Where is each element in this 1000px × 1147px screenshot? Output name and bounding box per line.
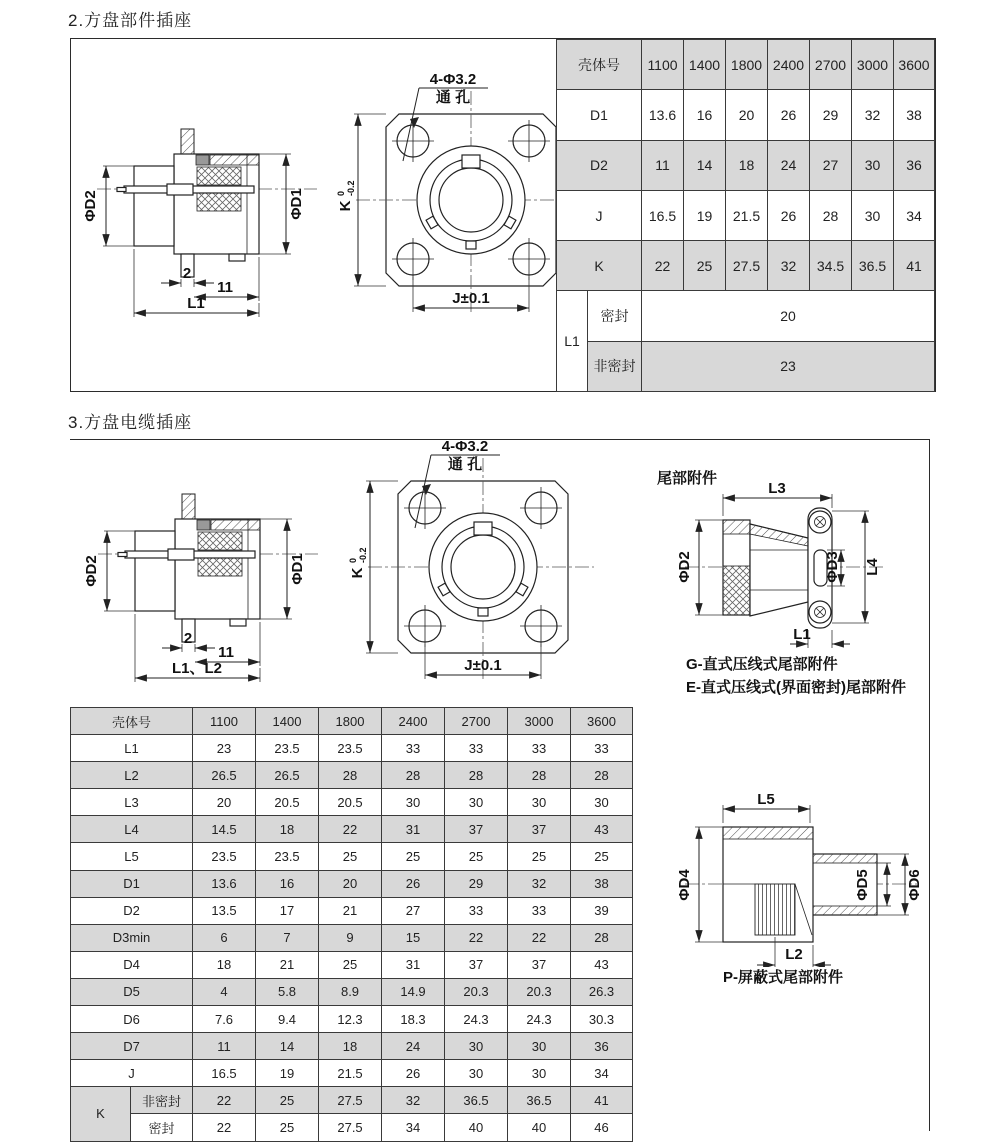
dim-label-phi-d2: ΦD2: [82, 190, 99, 222]
value-cell: 20: [319, 870, 382, 897]
value-cell: 22: [319, 816, 382, 843]
dim-label-phi-d4: ΦD4: [676, 869, 693, 901]
table-row: [71, 1060, 633, 1087]
header-cell: 3000: [852, 40, 894, 90]
value-cell: 25: [319, 843, 382, 870]
value-cell: 36.5: [445, 1087, 508, 1114]
value-cell: 20.5: [256, 789, 319, 816]
drawing-s3-side-view: [80, 452, 340, 702]
value-cell: 19: [256, 1060, 319, 1087]
value-cell: 27.5: [726, 241, 768, 291]
row-label-cell: D5: [71, 978, 193, 1005]
dim-label-k: K: [349, 567, 366, 579]
value-cell: 26.5: [256, 762, 319, 789]
dim-label-k: K: [337, 200, 354, 212]
value-cell: 12.3: [319, 1006, 382, 1033]
dim-label-phi-d1: ΦD1: [289, 553, 306, 585]
hole-note-line1: 4-Φ3.2: [429, 71, 477, 88]
header-label-cell: 壳体号: [557, 40, 642, 90]
value-cell: 26: [768, 190, 810, 240]
value-cell: 30.3: [571, 1006, 633, 1033]
value-cell: 28: [810, 190, 852, 240]
value-cell: 33: [508, 897, 571, 924]
table-row: [557, 40, 935, 90]
value-cell: 16.5: [193, 1060, 256, 1087]
dim-label-11: 11: [218, 644, 234, 661]
row-label-cell: D6: [71, 1006, 193, 1033]
value-cell: 25: [684, 241, 726, 291]
value-cell: 36.5: [852, 241, 894, 291]
tail-accessory-title: 尾部附件: [657, 470, 718, 487]
shell-size-table-cable: [70, 707, 633, 1142]
value-cell: 26.5: [193, 762, 256, 789]
value-cell: 33: [445, 897, 508, 924]
table-row: [71, 1006, 633, 1033]
value-cell: 11: [642, 140, 684, 190]
row-label-cell: K: [557, 241, 642, 291]
value-cell: 31: [382, 816, 445, 843]
value-cell: 22: [193, 1114, 256, 1141]
value-cell: 41: [894, 241, 935, 291]
header-cell: 3000: [508, 708, 571, 735]
value-cell: 28: [445, 762, 508, 789]
value-cell: 23.5: [256, 735, 319, 762]
value-cell: 21.5: [726, 190, 768, 240]
value-cell: 17: [256, 897, 319, 924]
value-cell: 41: [571, 1087, 633, 1114]
value-cell: 38: [571, 870, 633, 897]
table-row: [557, 190, 935, 240]
value-cell: 28: [382, 762, 445, 789]
header-cell: 1400: [684, 40, 726, 90]
dim-label-phi-d2: ΦD2: [83, 555, 100, 587]
table-row: [71, 870, 633, 897]
value-cell: 34: [382, 1114, 445, 1141]
value-cell: 30: [508, 1060, 571, 1087]
value-cell: 7: [256, 924, 319, 951]
value-cell: 19: [684, 190, 726, 240]
value-cell: 13.5: [193, 897, 256, 924]
value-cell: 18: [193, 951, 256, 978]
value-cell: 24.3: [508, 1006, 571, 1033]
value-cell: 34: [571, 1060, 633, 1087]
row-label-cell: D4: [71, 951, 193, 978]
row-label-cell: D2: [71, 897, 193, 924]
value-cell: 25: [508, 843, 571, 870]
dim-label-phi-d3: ΦD3: [824, 551, 841, 583]
value-cell: 23: [193, 735, 256, 762]
header-cell: 1100: [193, 708, 256, 735]
table-row: [71, 816, 633, 843]
value-cell: 38: [894, 90, 935, 140]
dim-label-phi-d5: ΦD5: [854, 869, 871, 901]
value-cell: 32: [852, 90, 894, 140]
table-row: [71, 978, 633, 1005]
value-cell: 39: [571, 897, 633, 924]
hole-note-line2: 通 孔: [435, 89, 471, 106]
value-cell: 24.3: [445, 1006, 508, 1033]
value-cell: 30: [445, 1060, 508, 1087]
table-row: [71, 762, 633, 789]
value-cell: 40: [445, 1114, 508, 1141]
header-cell: 3600: [894, 40, 935, 90]
value-cell: 34: [894, 190, 935, 240]
table-row: [71, 951, 633, 978]
value-cell: 40: [508, 1114, 571, 1141]
section2-title: 2.方盘部件插座: [68, 11, 193, 30]
value-cell: 30: [508, 1033, 571, 1060]
value-cell: 29: [810, 90, 852, 140]
value-cell: 21: [256, 951, 319, 978]
dim-label-k-tol-lower: -0.2: [346, 180, 356, 196]
section3-title: 3.方盘电缆插座: [68, 413, 193, 432]
value-cell: 23.5: [319, 735, 382, 762]
value-cell: 18: [256, 816, 319, 843]
value-cell: 30: [445, 1033, 508, 1060]
row-label-cell: L5: [71, 843, 193, 870]
value-cell: 37: [445, 816, 508, 843]
dim-label-l1: L1: [187, 295, 205, 312]
table-row: [557, 341, 935, 391]
group-label-cell: L1: [557, 291, 588, 392]
table-row: [71, 924, 633, 951]
value-cell: 30: [852, 140, 894, 190]
value-cell: 27.5: [319, 1087, 382, 1114]
value-cell: 30: [571, 789, 633, 816]
value-cell: 7.6: [193, 1006, 256, 1033]
drawing-tail-accessory-ge: [645, 466, 955, 666]
caption-e-type: E-直式压线式(界面密封)尾部附件: [686, 679, 906, 696]
value-cell: 9: [319, 924, 382, 951]
value-cell: 9.4: [256, 1006, 319, 1033]
table-row: [557, 90, 935, 140]
row-label-cell: D1: [557, 90, 642, 140]
row-label-cell: D2: [557, 140, 642, 190]
value-cell: 25: [571, 843, 633, 870]
value-cell: 18: [319, 1033, 382, 1060]
value-cell: 25: [445, 843, 508, 870]
header-cell: 3600: [571, 708, 633, 735]
group-label-cell: K: [71, 1087, 131, 1141]
dim-label-l1-l2: L1、L2: [171, 660, 223, 677]
row-label-cell: D3min: [71, 924, 193, 951]
header-cell: 2700: [445, 708, 508, 735]
row-label-cell: L1: [71, 735, 193, 762]
value-cell: 27: [810, 140, 852, 190]
value-cell: 21: [319, 897, 382, 924]
dim-label-k-tol-lower: -0.2: [358, 547, 368, 563]
shell-size-table-component: [556, 39, 935, 392]
header-cell: 1800: [319, 708, 382, 735]
header-cell: 1100: [642, 40, 684, 90]
value-cell: 16: [684, 90, 726, 140]
value-cell: 25: [382, 843, 445, 870]
value-cell: 25: [319, 951, 382, 978]
table-row: [71, 735, 633, 762]
value-cell: 27.5: [319, 1114, 382, 1141]
sub-label-cell: 非密封: [588, 341, 642, 391]
row-label-cell: L3: [71, 789, 193, 816]
value-cell: 24: [382, 1033, 445, 1060]
value-cell: 27: [382, 897, 445, 924]
dim-label-l3: L3: [768, 480, 786, 497]
value-cell: 43: [571, 816, 633, 843]
table-row: [71, 708, 633, 735]
row-label-cell: L2: [71, 762, 193, 789]
value-cell: 25: [256, 1087, 319, 1114]
value-cell: 46: [571, 1114, 633, 1141]
value-cell: 22: [642, 241, 684, 291]
value-cell: 16: [256, 870, 319, 897]
sub-label-cell: 密封: [588, 291, 642, 341]
drawing-s3-front-view: [338, 438, 598, 688]
dim-label-l2: L2: [785, 946, 803, 963]
value-cell: 28: [571, 924, 633, 951]
value-cell: 28: [571, 762, 633, 789]
header-cell: 1800: [726, 40, 768, 90]
value-cell: 29: [445, 870, 508, 897]
value-cell: 16.5: [642, 190, 684, 240]
drawing-s2-front-view: [326, 71, 586, 321]
header-cell: 2400: [768, 40, 810, 90]
value-cell: 31: [382, 951, 445, 978]
value-cell: 23: [642, 341, 935, 391]
value-cell: 22: [508, 924, 571, 951]
row-label-cell: D1: [71, 870, 193, 897]
value-cell: 36: [571, 1033, 633, 1060]
table-row: [557, 140, 935, 190]
row-label-cell: J: [71, 1060, 193, 1087]
value-cell: 28: [508, 762, 571, 789]
value-cell: 20: [642, 291, 935, 341]
value-cell: 11: [193, 1033, 256, 1060]
value-cell: 20: [726, 90, 768, 140]
caption-g-type: G-直式压线式尾部附件: [686, 656, 838, 673]
value-cell: 33: [571, 735, 633, 762]
table-row: [557, 291, 935, 341]
row-label-cell: L4: [71, 816, 193, 843]
dim-label-l4: L4: [864, 558, 881, 576]
value-cell: 26: [382, 1060, 445, 1087]
hole-note-line1: 4-Φ3.2: [441, 438, 489, 455]
value-cell: 37: [508, 816, 571, 843]
sub-label-cell: 非密封: [131, 1087, 193, 1114]
table-row: [71, 1033, 633, 1060]
table-row: [71, 897, 633, 924]
value-cell: 21.5: [319, 1060, 382, 1087]
row-label-cell: J: [557, 190, 642, 240]
dim-label-11: 11: [217, 279, 233, 296]
value-cell: 37: [445, 951, 508, 978]
header-label-cell: 壳体号: [71, 708, 193, 735]
value-cell: 14: [256, 1033, 319, 1060]
dim-label-k-tol-upper: 0: [336, 190, 346, 196]
caption-p-type: P-屏蔽式尾部附件: [723, 969, 844, 986]
value-cell: 14.9: [382, 978, 445, 1005]
value-cell: 22: [445, 924, 508, 951]
value-cell: 36: [894, 140, 935, 190]
value-cell: 14: [684, 140, 726, 190]
value-cell: 5.8: [256, 978, 319, 1005]
value-cell: 30: [508, 789, 571, 816]
section2-frame: [70, 38, 936, 392]
value-cell: 32: [508, 870, 571, 897]
value-cell: 30: [445, 789, 508, 816]
value-cell: 32: [382, 1087, 445, 1114]
table-row: [71, 789, 633, 816]
table-row: [71, 1087, 633, 1114]
dim-label-l5: L5: [757, 791, 775, 808]
value-cell: 18: [726, 140, 768, 190]
value-cell: 24: [768, 140, 810, 190]
table-row: [71, 1114, 633, 1141]
value-cell: 26: [382, 870, 445, 897]
dim-label-l1: L1: [793, 626, 811, 643]
hole-note-line2: 通 孔: [447, 456, 483, 473]
dim-label-k-tol-upper: 0: [348, 557, 358, 563]
table-row: [557, 241, 935, 291]
dim-label-2: 2: [183, 630, 193, 647]
drawing-s2-side-view: [79, 87, 339, 337]
value-cell: 8.9: [319, 978, 382, 1005]
value-cell: 23.5: [193, 843, 256, 870]
value-cell: 20.3: [445, 978, 508, 1005]
dim-label-2: 2: [182, 265, 192, 282]
dim-label-j: J±0.1: [452, 290, 490, 307]
value-cell: 33: [508, 735, 571, 762]
value-cell: 36.5: [508, 1087, 571, 1114]
value-cell: 18.3: [382, 1006, 445, 1033]
drawing-tail-accessory-p: [645, 787, 965, 967]
header-cell: 2400: [382, 708, 445, 735]
dim-label-phi-d6: ΦD6: [906, 869, 923, 901]
dim-label-phi-d2: ΦD2: [676, 551, 693, 583]
value-cell: 13.6: [642, 90, 684, 140]
value-cell: 37: [508, 951, 571, 978]
value-cell: 43: [571, 951, 633, 978]
value-cell: 33: [382, 735, 445, 762]
value-cell: 30: [852, 190, 894, 240]
value-cell: 15: [382, 924, 445, 951]
value-cell: 4: [193, 978, 256, 1005]
dim-label-phi-d1: ΦD1: [288, 188, 305, 220]
value-cell: 25: [256, 1114, 319, 1141]
value-cell: 28: [319, 762, 382, 789]
value-cell: 6: [193, 924, 256, 951]
value-cell: 22: [193, 1087, 256, 1114]
row-label-cell: D7: [71, 1033, 193, 1060]
value-cell: 34.5: [810, 241, 852, 291]
value-cell: 23.5: [256, 843, 319, 870]
header-cell: 1400: [256, 708, 319, 735]
header-cell: 2700: [810, 40, 852, 90]
value-cell: 20: [193, 789, 256, 816]
value-cell: 14.5: [193, 816, 256, 843]
value-cell: 13.6: [193, 870, 256, 897]
value-cell: 20.5: [319, 789, 382, 816]
sub-label-cell: 密封: [131, 1114, 193, 1141]
value-cell: 30: [382, 789, 445, 816]
value-cell: 20.3: [508, 978, 571, 1005]
value-cell: 26.3: [571, 978, 633, 1005]
dim-label-j: J±0.1: [464, 657, 502, 674]
table-row: [71, 843, 633, 870]
value-cell: 33: [445, 735, 508, 762]
value-cell: 32: [768, 241, 810, 291]
value-cell: 26: [768, 90, 810, 140]
